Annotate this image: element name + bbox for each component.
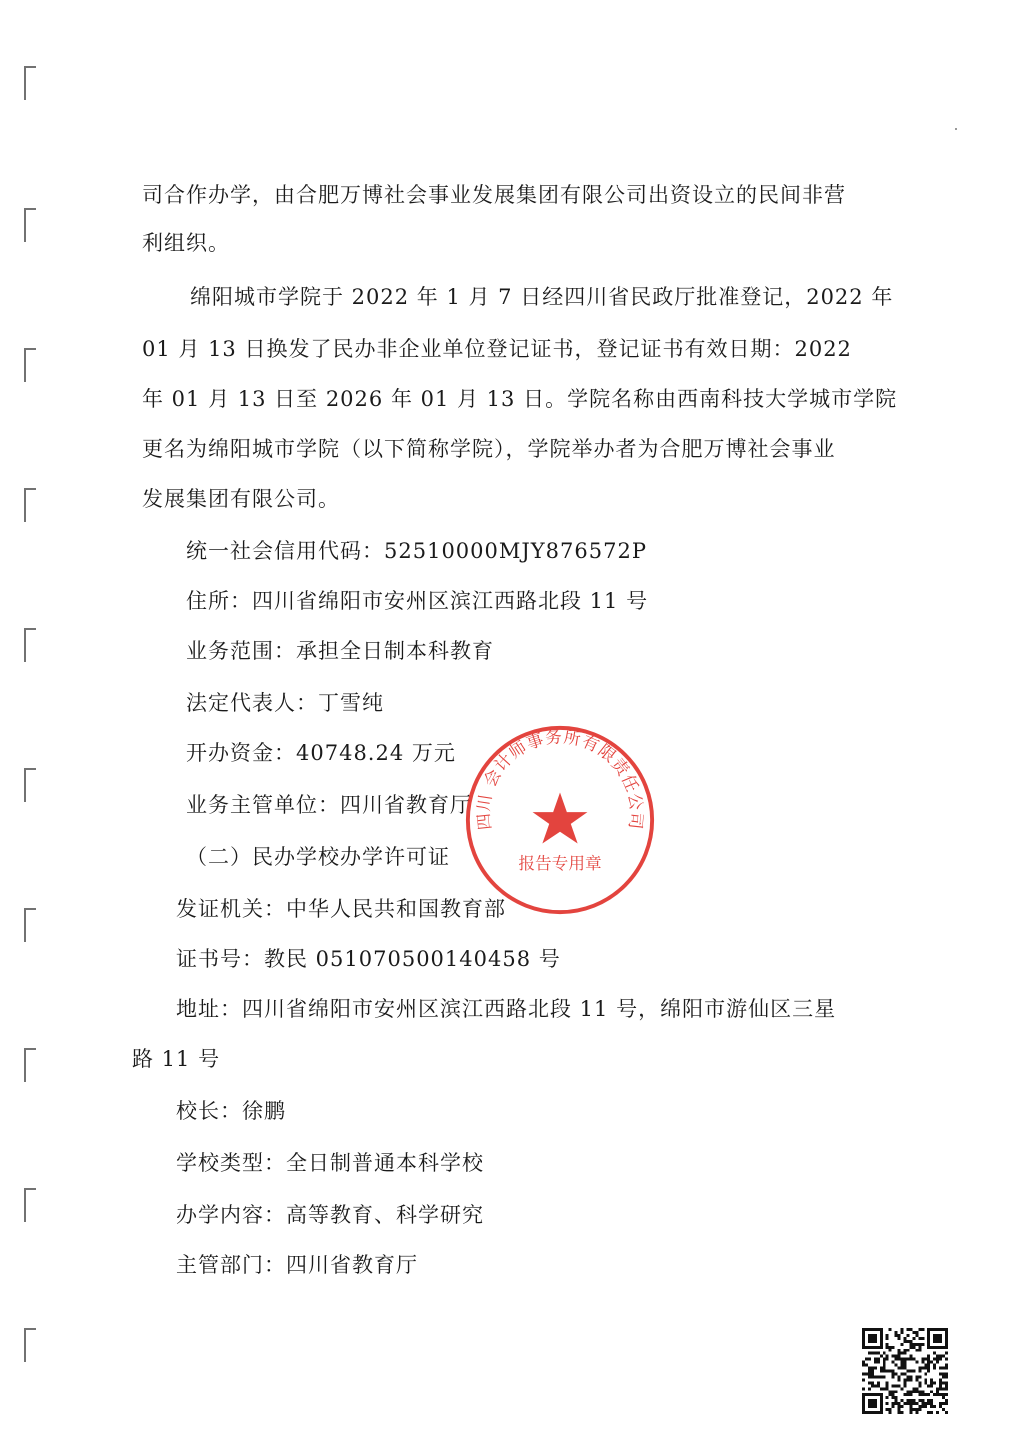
- binding-mark: [24, 348, 36, 382]
- binding-mark: [24, 66, 36, 100]
- license-address: 地址：四川省绵阳市安州区滨江西路北段 11 号，绵阳市游仙区三星: [176, 997, 837, 1021]
- binding-mark: [24, 628, 36, 662]
- official-seal: [462, 722, 658, 918]
- qr-code-icon: [862, 1328, 948, 1414]
- legal-representative: 法定代表人：丁雪纯: [186, 691, 384, 715]
- section-heading: （二）民办学校办学许可证: [186, 845, 450, 869]
- body-text-line: 利组织。: [142, 231, 230, 255]
- credit-code: 统一社会信用代码：52510000MJY876572P: [186, 539, 647, 563]
- body-text-line: 年 01 月 13 日至 2026 年 01 月 13 日。学院名称由西南科技大学城市学院: [142, 387, 898, 411]
- school-type: 学校类型：全日制普通本科学校: [176, 1151, 484, 1175]
- binding-mark: [24, 908, 36, 942]
- body-text-line: 01 月 13 日换发了民办非企业单位登记证书，登记证书有效日期：2022: [142, 337, 852, 361]
- school-content: 办学内容：高等教育、科学研究: [176, 1203, 484, 1227]
- governing-department: 主管部门：四川省教育厅: [176, 1253, 418, 1277]
- business-scope: 业务范围：承担全日制本科教育: [186, 639, 494, 663]
- seal-ring-text: 四川 会计师事务所有限责任公司: [473, 727, 647, 831]
- body-text-line: 更名为绵阳城市学院（以下简称学院），学院举办者为合肥万博社会事业: [142, 437, 836, 461]
- principal: 校长：徐鹏: [176, 1099, 286, 1123]
- registered-capital: 开办资金：40748.24 万元: [186, 741, 456, 765]
- body-text-line: 发展集团有限公司。: [142, 487, 340, 511]
- binding-mark: [24, 1328, 36, 1362]
- body-text-line: 司合作办学，由合肥万博社会事业发展集团有限公司出资设立的民间非营: [142, 183, 846, 207]
- supervising-authority: 业务主管单位：四川省教育厅: [186, 793, 472, 817]
- binding-mark: [24, 1188, 36, 1222]
- star-icon: [533, 793, 588, 844]
- binding-mark: [24, 208, 36, 242]
- binding-mark: [24, 488, 36, 522]
- binding-mark: [24, 1048, 36, 1082]
- scan-dot: [955, 128, 957, 130]
- license-number: 证书号：教民 051070500140458 号: [176, 947, 561, 971]
- registered-address: 住所：四川省绵阳市安州区滨江西路北段 11 号: [186, 589, 649, 613]
- license-issuer: 发证机关：中华人民共和国教育部: [176, 897, 506, 921]
- seal-center-text: 报告专用章: [518, 854, 602, 873]
- binding-mark: [24, 768, 36, 802]
- body-text-line: 绵阳城市学院于 2022 年 1 月 7 日经四川省民政厅批准登记，2022 年: [190, 285, 894, 309]
- license-address-cont: 路 11 号: [132, 1047, 221, 1071]
